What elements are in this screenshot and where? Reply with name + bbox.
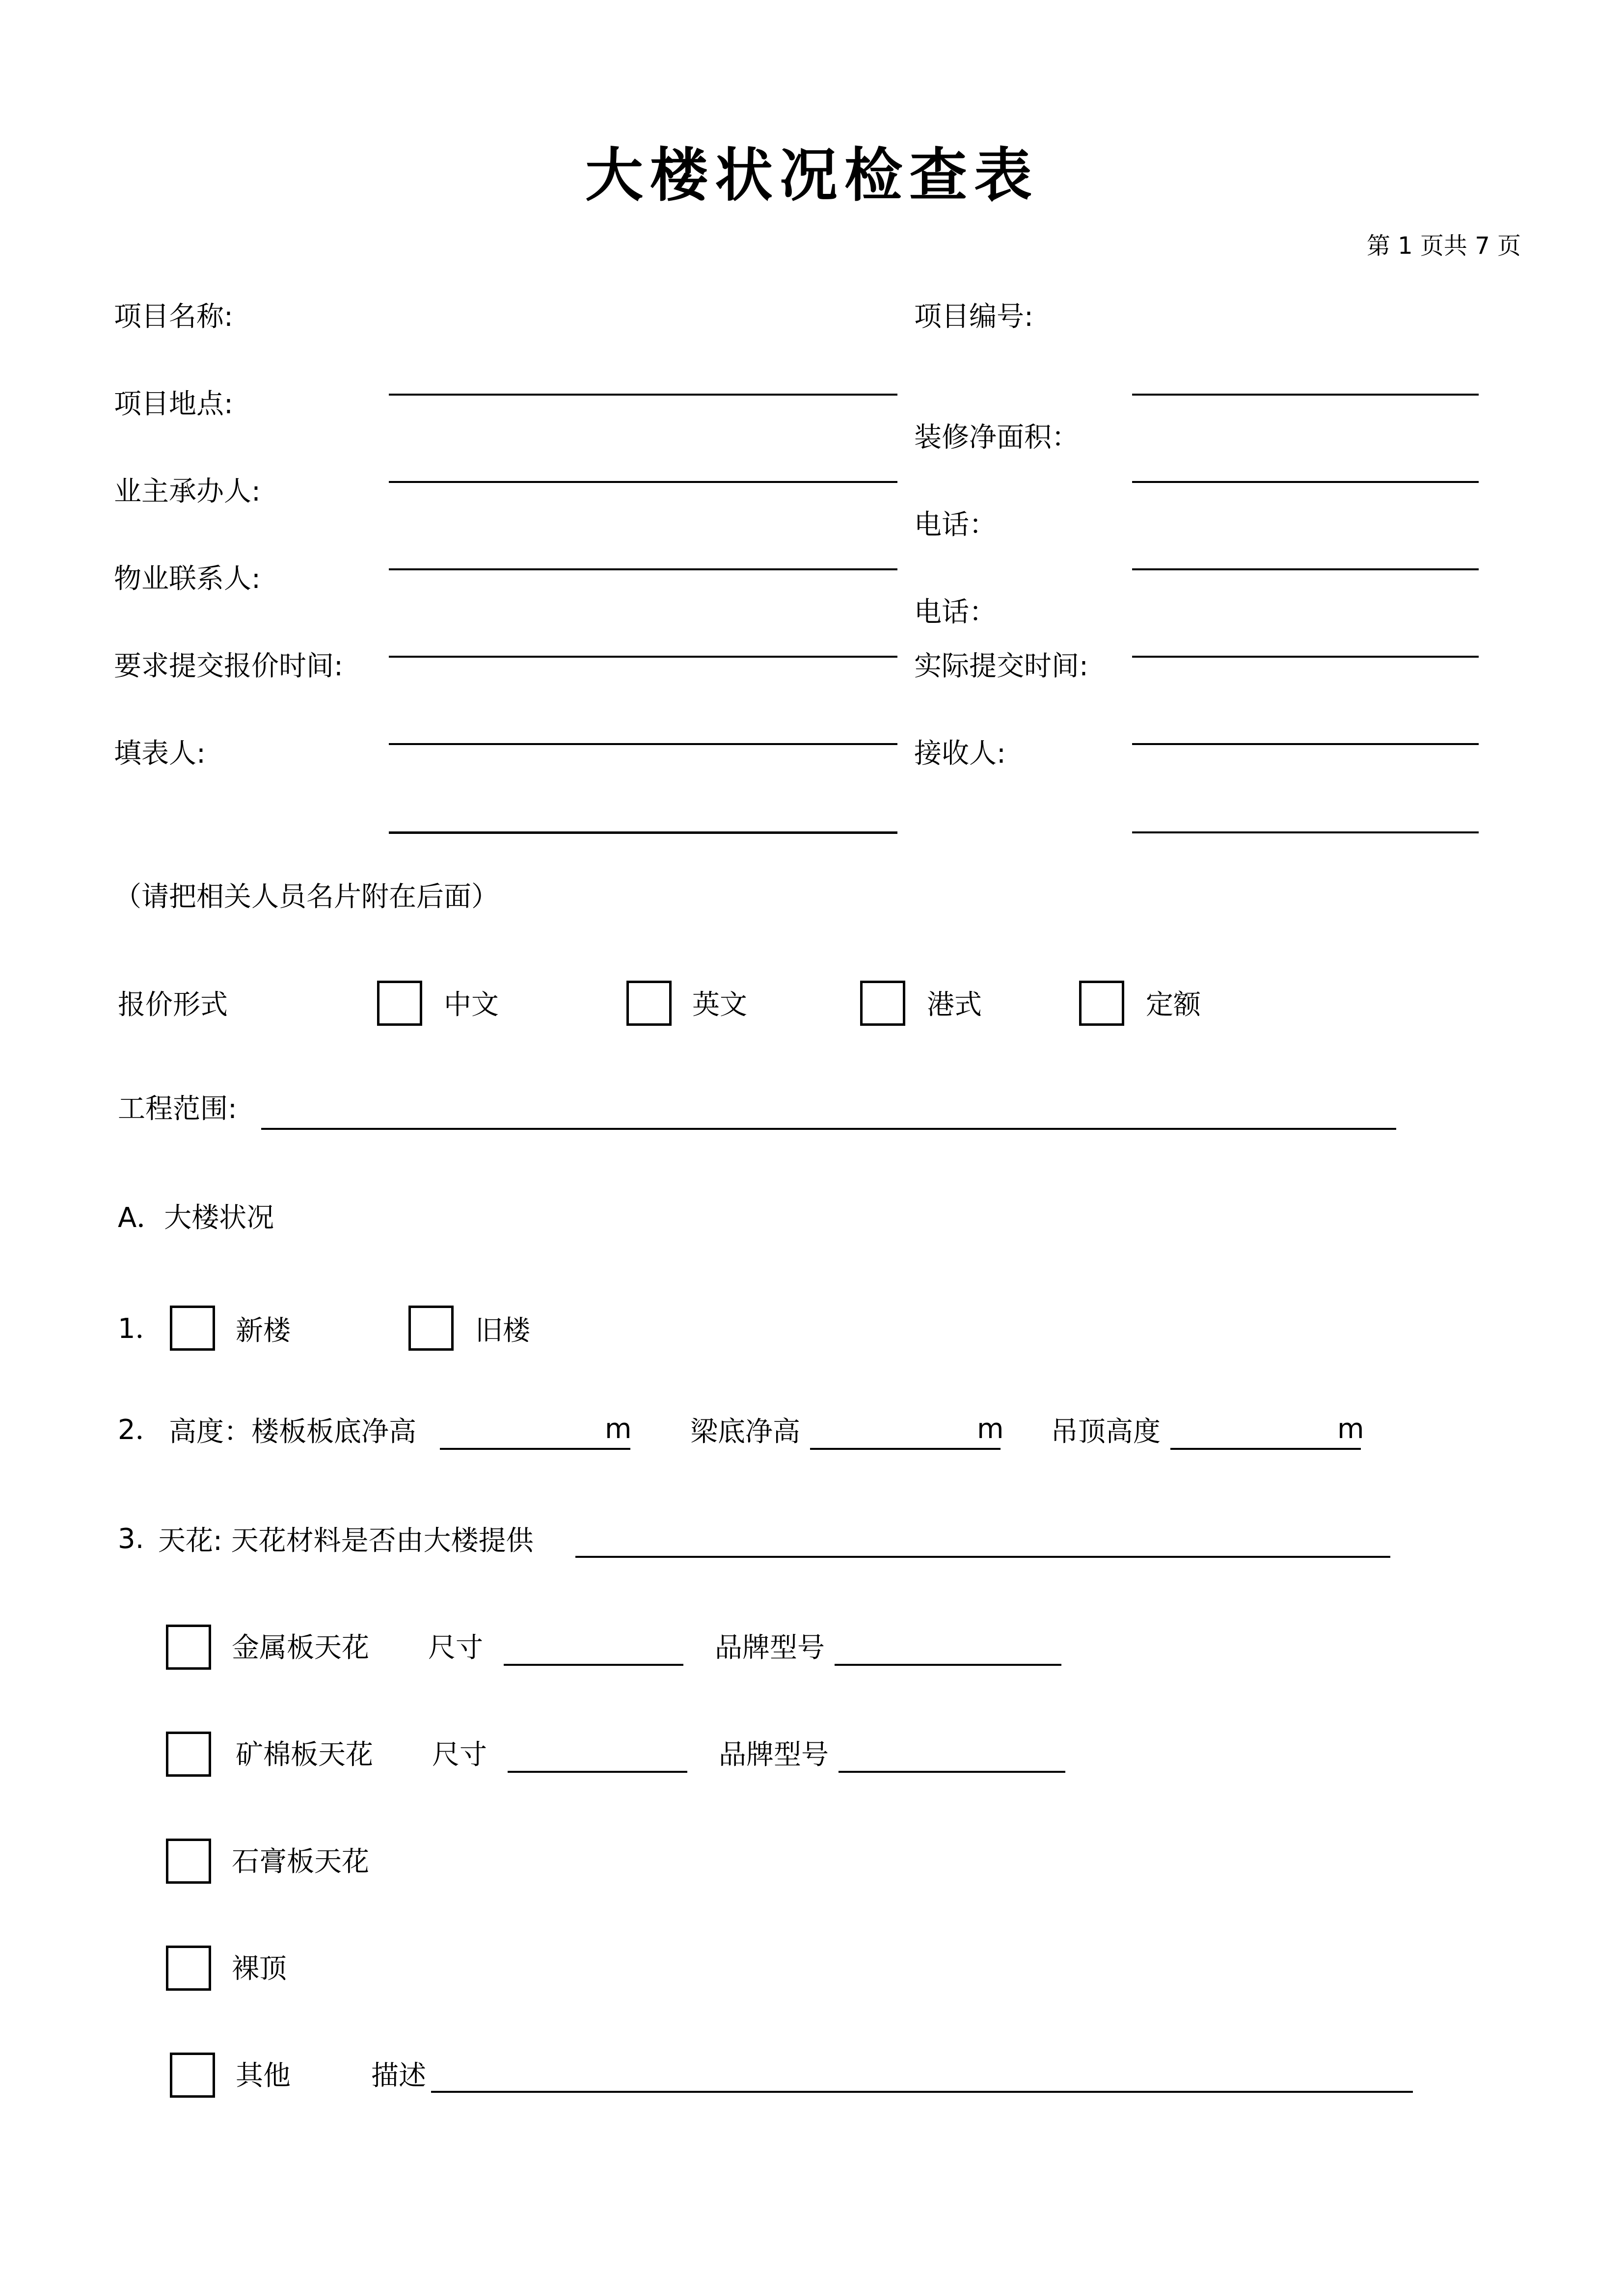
ceiling-height-input-line[interactable] [1170, 1448, 1361, 1450]
exposed-ceiling-label: 裸顶 [232, 1953, 287, 1985]
metal-ceiling-label: 金属板天花 [232, 1632, 369, 1664]
scope-input-line[interactable] [261, 1128, 1396, 1130]
page-number: 第 1 页共 7 页 [1366, 232, 1521, 260]
quote-english-label: 英文 [692, 989, 747, 1021]
mineral-ceiling-checkbox[interactable] [166, 1732, 211, 1777]
item-3-number: 3. [118, 1523, 144, 1555]
owner-contact-label: 业主承办人: [114, 476, 261, 507]
received-by-label: 接收人: [914, 738, 1006, 770]
project-no-label: 项目编号: [914, 301, 1033, 333]
metal-ceiling-checkbox[interactable] [166, 1625, 211, 1670]
project-no-input-line[interactable] [1132, 394, 1479, 396]
new-building-checkbox[interactable] [170, 1306, 215, 1351]
ceiling-height-unit: m [1337, 1413, 1364, 1445]
filled-by-input-line[interactable] [389, 831, 897, 834]
quote-hk-label: 港式 [927, 989, 982, 1021]
metal-size-label: 尺寸 [428, 1632, 483, 1664]
old-building-checkbox[interactable] [408, 1306, 454, 1351]
actual-time-label: 实际提交时间: [914, 650, 1088, 682]
project-name-input-line[interactable] [389, 394, 897, 396]
quote-english-checkbox[interactable] [626, 981, 672, 1026]
gypsum-ceiling-label: 石膏板天花 [232, 1846, 369, 1878]
beam-height-label: 梁底净高 [690, 1416, 800, 1448]
ceiling-height-label: 吊顶高度 [1051, 1416, 1161, 1448]
beam-height-unit: m [977, 1413, 1004, 1445]
net-area-label: 装修净面积： [914, 422, 1079, 454]
mineral-brand-label: 品牌型号 [719, 1739, 829, 1771]
project-location-label: 项目地点: [114, 388, 233, 420]
required-time-input-line[interactable] [389, 743, 897, 745]
other-ceiling-label: 其他 [236, 2060, 291, 2092]
filled-by-label: 填表人: [114, 738, 206, 770]
floor-clear-height-input-line[interactable] [440, 1448, 630, 1450]
owner-contact-input-line[interactable] [389, 568, 897, 570]
property-contact-label: 物业联系人: [114, 563, 261, 595]
mineral-size-label: 尺寸 [432, 1739, 487, 1771]
metal-size-input-line[interactable] [504, 1664, 683, 1666]
item-1-number: 1． [118, 1313, 163, 1345]
quote-quota-checkbox[interactable] [1079, 981, 1124, 1026]
quote-chinese-label: 中文 [444, 989, 499, 1021]
metal-brand-input-line[interactable] [835, 1664, 1061, 1666]
ceiling-material-question: 天花: 天花材料是否由大楼提供 [158, 1525, 534, 1557]
actual-time-input-line[interactable] [1132, 743, 1479, 745]
new-building-label: 新楼 [236, 1315, 291, 1347]
received-by-input-line[interactable] [1132, 831, 1479, 833]
phone-2-input-line[interactable] [1132, 656, 1479, 658]
other-desc-label: 描述 [371, 2060, 426, 2092]
height-label: 高度：楼板板底净高 [169, 1416, 416, 1448]
exposed-ceiling-checkbox[interactable] [166, 1946, 211, 1991]
mineral-size-input-line[interactable] [508, 1771, 687, 1773]
gypsum-ceiling-checkbox[interactable] [166, 1839, 211, 1884]
card-note: （请把相关人员名片附在后面） [114, 881, 499, 913]
old-building-label: 旧楼 [475, 1315, 530, 1347]
net-area-input-line[interactable] [1132, 481, 1479, 483]
metal-brand-label: 品牌型号 [715, 1632, 825, 1664]
property-contact-input-line[interactable] [389, 656, 897, 658]
project-location-input-line[interactable] [389, 481, 897, 483]
beam-clear-height-input-line[interactable] [810, 1448, 1001, 1450]
phone-1-input-line[interactable] [1132, 568, 1479, 570]
phone-1-label: 电话： [914, 509, 997, 541]
page-title: 大楼状况检查表 [585, 141, 1039, 209]
mineral-brand-input-line[interactable] [839, 1771, 1065, 1773]
ceiling-material-input-line[interactable] [575, 1556, 1390, 1558]
phone-2-label: 电话： [914, 596, 997, 628]
item-2-number: 2． [118, 1414, 163, 1446]
other-ceiling-checkbox[interactable] [170, 2053, 215, 2098]
quote-form-label: 报价形式 [118, 989, 228, 1021]
floor-height-unit: m [605, 1413, 632, 1445]
section-a-heading: A．大楼状况 [118, 1202, 274, 1234]
quote-chinese-checkbox[interactable] [377, 981, 422, 1026]
other-desc-input-line[interactable] [431, 2091, 1413, 2093]
quote-hk-checkbox[interactable] [860, 981, 905, 1026]
project-name-label: 项目名称: [114, 301, 233, 333]
quote-quota-label: 定额 [1146, 989, 1201, 1021]
scope-label: 工程范围: [118, 1093, 237, 1125]
required-time-label: 要求提交报价时间: [114, 650, 343, 682]
mineral-ceiling-label: 矿棉板天花 [236, 1739, 373, 1771]
